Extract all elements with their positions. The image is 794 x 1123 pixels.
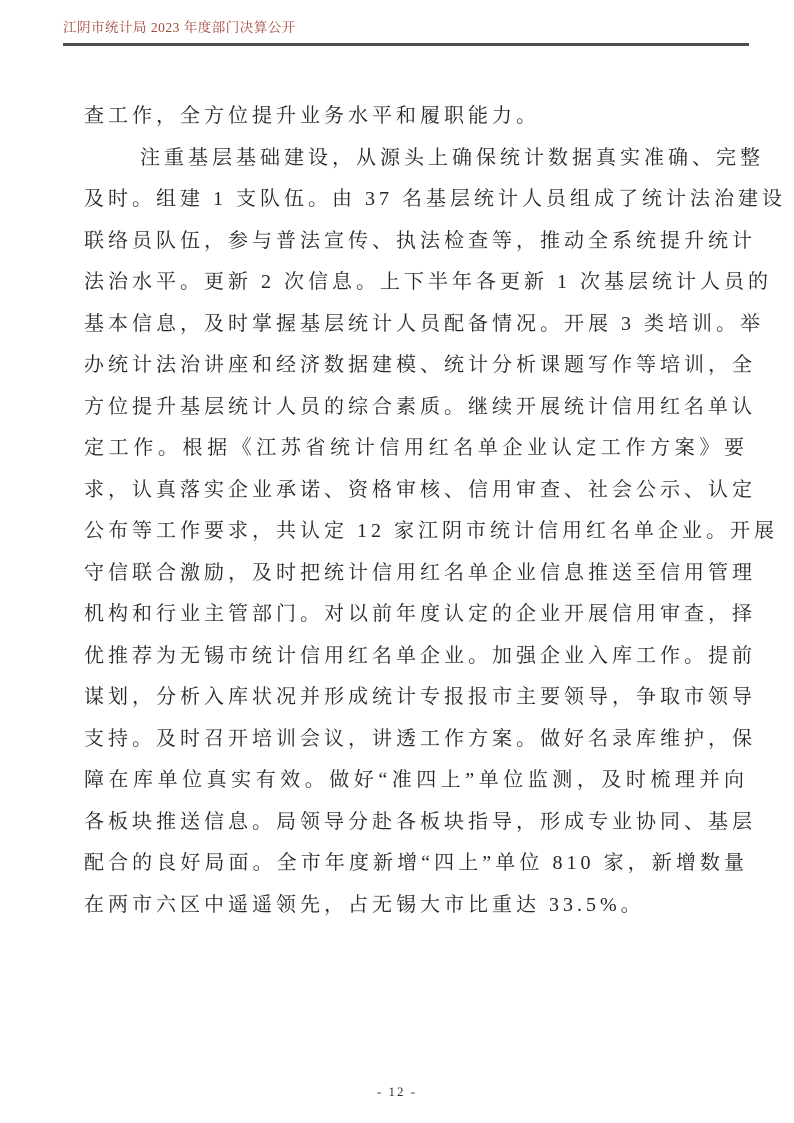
text-line: 配合的良好局面。全市年度新增“四上”单位 810 家，新增数量 bbox=[84, 852, 748, 874]
text-line: 支持。及时召开培训会议，讲透工作方案。做好名录库维护，保 bbox=[84, 727, 756, 750]
text-line: 及时。组建 1 支队伍。由 37 名基层统计人员组成了统计法治建设 bbox=[84, 188, 786, 210]
text-line: 方位提升基层统计人员的综合素质。继续开展统计信用红名单认 bbox=[84, 395, 756, 418]
text-line: 守信联合激励，及时把统计信用红名单企业信息推送至信用管理 bbox=[84, 561, 756, 584]
page-header bbox=[63, 16, 749, 46]
text-line: 注重基层基础建设，从源头上确保统计数据真实准确、完整 bbox=[140, 146, 764, 169]
page-number: - 12 - bbox=[376, 1084, 418, 1099]
text-line: 定工作。根据《江苏省统计信用红名单企业认定工作方案》要 bbox=[84, 437, 748, 459]
text-line: 在两市六区中遥遥领先，占无锡大市比重达 33.5%。 bbox=[84, 893, 645, 916]
text-line: 谋划，分析入库状况并形成统计专报报市主要领导，争取市领导 bbox=[84, 686, 756, 708]
paragraph bbox=[84, 138, 786, 927]
text-line: 基本信息，及时掌握基层统计人员配备情况。开展 3 类培训。举 bbox=[84, 312, 764, 335]
text-line: 各板块推送信息。局领导分赴各板块指导，形成专业协同、基层 bbox=[84, 810, 756, 833]
text-line: 公布等工作要求，共认定 12 家江阴市统计信用红名单企业。开展 bbox=[84, 520, 778, 542]
paragraph bbox=[84, 96, 748, 138]
header-title: 江阴市统计局 2023 年度部门决算公开 bbox=[63, 20, 296, 35]
text-line: 办统计法治讲座和经济数据建模、统计分析课题写作等培训，全 bbox=[84, 354, 756, 376]
text-line: 查工作，全方位提升业务水平和履职能力。 bbox=[84, 105, 540, 127]
text-line: 优推荐为无锡市统计信用红名单企业。加强企业入库工作。提前 bbox=[84, 644, 756, 667]
text-line: 求，认真落实企业承诺、资格审核、信用审查、社会公示、认定 bbox=[84, 478, 756, 501]
text-line: 法治水平。更新 2 次信息。上下半年各更新 1 次基层统计人员的 bbox=[84, 271, 772, 293]
text-line: 障在库单位真实有效。做好“准四上”单位监测，及时梳理并向 bbox=[84, 769, 748, 791]
text-line: 联络员队伍，参与普法宣传、执法检查等，推动全系统提升统计 bbox=[84, 229, 756, 252]
text-line: 机构和行业主管部门。对以前年度认定的企业开展信用审查，择 bbox=[84, 603, 756, 625]
page-footer bbox=[0, 1083, 794, 1101]
document-body bbox=[84, 96, 786, 926]
